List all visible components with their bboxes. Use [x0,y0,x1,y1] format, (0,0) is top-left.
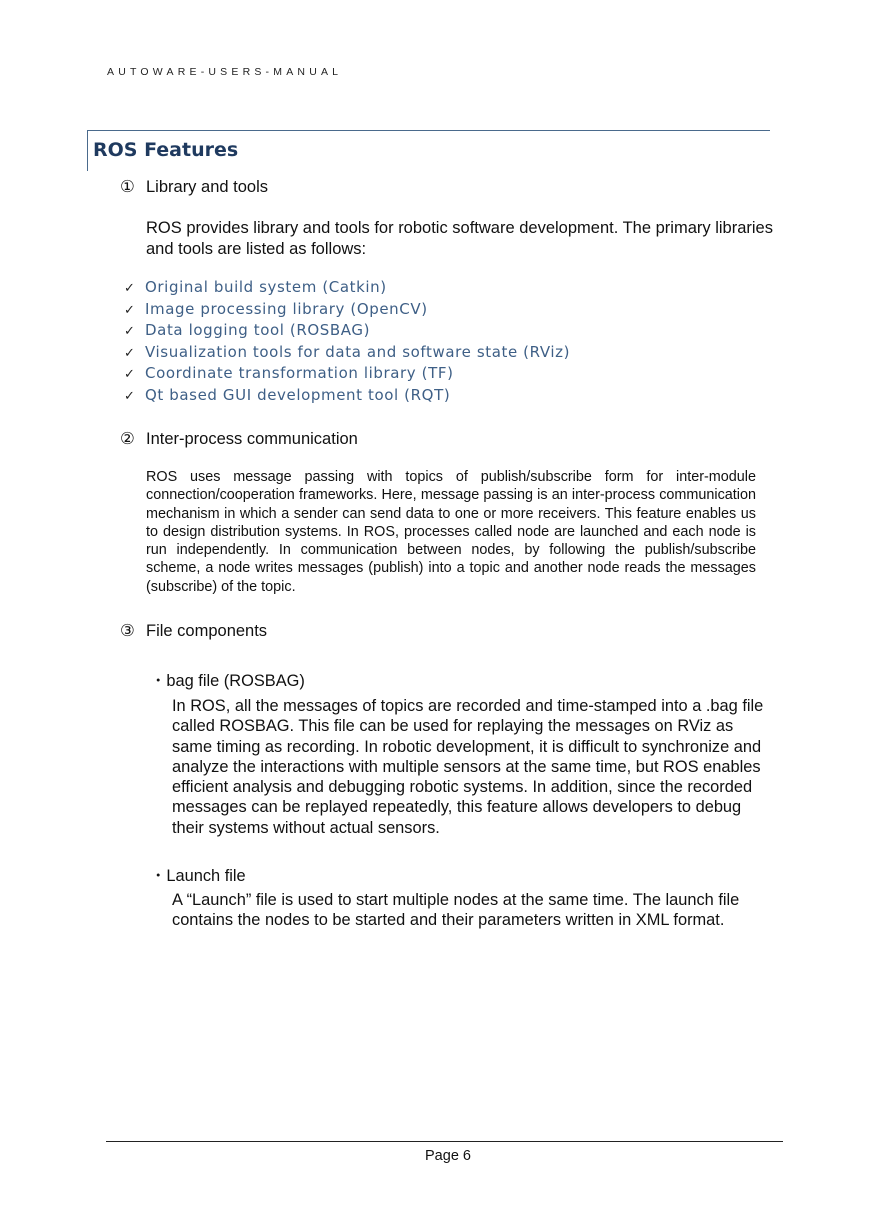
list-item-text: Image processing library (OpenCV) [145,299,428,318]
footer-divider [106,1141,783,1142]
checkmark-icon: ✓ [124,302,136,318]
list-item [124,385,570,407]
list-item [124,363,570,385]
list-item-text: Data logging tool (ROSBAG) [145,321,371,339]
checkmark-icon: ✓ [124,324,136,339]
item-number-marker: ① [120,178,135,196]
subitem-heading-launchfile [150,862,246,886]
item-heading-files [120,621,267,641]
subitem-bullet: ・ [150,867,167,885]
subitem-title: bag file (ROSBAG) [166,672,305,690]
list-item [124,277,570,299]
running-header: AUTOWARE-USERS-MANUAL [107,66,343,78]
library-intro-paragraph: ROS provides library and tools for robotic software development. The primary libraries and tools are listed as follows: [146,219,773,258]
list-item-text: Original build system (Catkin) [145,278,387,296]
bagfile-paragraph: In ROS, all the messages of topics are recorded and time-stamped into a .bag file called ROSBAG. This file can be used for replaying the messages on RViz as same timing as recording. In robotic development, it is difficult to synchronize and analyze the interactions with multiple sensors at the same time, but ROS enables efficient analysis and debugging robotic systems. In addition, since the recorded messages can be replayed repeatedly, this feature allows developers to debug their systems without actual sensors. [172,697,764,837]
subitem-title: Launch file [166,867,246,885]
list-item-text: Visualization tools for data and software state (RViz) [145,342,571,361]
subitem-bullet: ・ [150,672,167,690]
checkmark-icon: ✓ [124,367,136,382]
list-item [124,342,570,364]
item-heading-text: File components [146,621,268,640]
list-item [124,299,570,321]
checkmark-icon: ✓ [124,345,136,361]
ipc-paragraph: ROS uses message passing with topics of publish/subscribe form for inter-module connection/cooperation frameworks. Here, message passing is an inter-process communication mechanism in which a sender can send data to one or more receivers. This feature enables us to design distribution systems. In ROS, processes called node are launched and each node is run independently. In communication between nodes, by following the publish/subscribe scheme, a node writes messages (publish) into a topic and another node reads the messages (subscribe) of the topic. [146,469,756,595]
section-title: ROS Features [93,139,239,161]
list-item-text: Qt based GUI development tool (RQT) [145,385,451,404]
launchfile-paragraph: A “Launch” file is used to start multiple nodes at the same time. The launch file contains the nodes to be started and their parameters written in XML format. [172,891,740,930]
library-tools-list [124,277,570,406]
list-item-text: Coordinate transformation library (TF) [145,364,454,382]
item-number-marker: ③ [120,622,135,640]
item-heading-text: Library and tools [146,177,268,196]
item-heading-library [120,177,268,197]
item-number-marker: ② [120,430,135,448]
item-heading-ipc [120,429,358,449]
subitem-heading-bagfile [150,667,305,691]
list-item [124,320,570,342]
checkmark-icon: ✓ [124,388,136,404]
checkmark-icon: ✓ [124,281,136,296]
item-heading-text: Inter-process communication [146,429,358,448]
page-number: Page 6 [425,1148,471,1164]
